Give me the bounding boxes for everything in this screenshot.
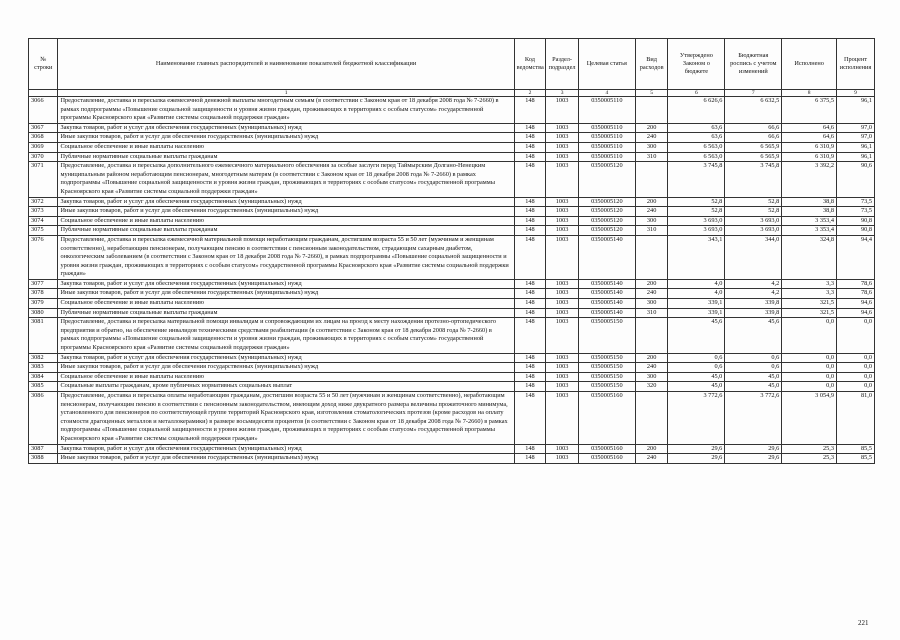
row-percent: 90,8 bbox=[837, 216, 875, 226]
row-expense-kind: 240 bbox=[635, 454, 668, 464]
row-dept-code: 148 bbox=[514, 235, 546, 279]
row-expense-kind: 200 bbox=[635, 353, 668, 363]
table-row bbox=[29, 142, 875, 152]
row-executed: 38,8 bbox=[782, 207, 837, 217]
row-number: 3079 bbox=[29, 299, 58, 309]
row-percent: 81,0 bbox=[837, 392, 875, 445]
row-number: 3072 bbox=[29, 197, 58, 207]
row-executed: 6 310,9 bbox=[782, 142, 837, 152]
row-number: 3078 bbox=[29, 289, 58, 299]
row-budget-list: 339,8 bbox=[725, 299, 782, 309]
row-dept-code: 148 bbox=[514, 289, 546, 299]
row-budget-list: 0,6 bbox=[725, 353, 782, 363]
row-name: Предоставление, доставка и пересылка ежемесячной материальной помощи неработающим гражданам, достигшим возраста 55 и 50 лет (мужчинам и женщинам соответственно), неработающим пенсионерам, получающим пенсию в соответствии с пенсионным законодательством, страдающим сахарным диабетом, онкологическим заболеванием (в соответствии с Законом края от 18 декабря 2008 года № 7-2660), в рамках подпрограммы «Повышение социальной защищенности и уровня жизни граждан, проживающих в территориях с особым статусом» государственной программы Красноярского края «Развитие системы социальной поддержки граждан» bbox=[58, 235, 514, 279]
row-budget-list: 3 745,8 bbox=[725, 162, 782, 197]
row-target-article: 0350005110 bbox=[578, 133, 635, 143]
row-name: Закупка товаров, работ и услуг для обеспечения государственных (муниципальных) нужд bbox=[58, 279, 514, 289]
row-name: Иные закупки товаров, работ и услуг для обеспечения государственных (муниципальных) нужд bbox=[58, 207, 514, 217]
row-expense-kind: 300 bbox=[635, 299, 668, 309]
row-section: 1003 bbox=[546, 142, 579, 152]
table-row bbox=[29, 123, 875, 133]
row-approved: 6 626,6 bbox=[668, 97, 725, 124]
row-target-article: 0350005110 bbox=[578, 142, 635, 152]
row-budget-list: 52,8 bbox=[725, 197, 782, 207]
row-section: 1003 bbox=[546, 123, 579, 133]
row-approved: 4,0 bbox=[668, 289, 725, 299]
row-target-article: 0350005150 bbox=[578, 318, 635, 353]
row-budget-list: 3 693,0 bbox=[725, 216, 782, 226]
row-name: Закупка товаров, работ и услуг для обеспечения государственных (муниципальных) нужд bbox=[58, 123, 514, 133]
row-approved: 63,6 bbox=[668, 133, 725, 143]
row-dept-code: 148 bbox=[514, 207, 546, 217]
row-target-article: 0350005140 bbox=[578, 235, 635, 279]
row-expense-kind: 200 bbox=[635, 197, 668, 207]
row-name: Социальное обеспечение и иные выплаты населению bbox=[58, 299, 514, 309]
row-budget-list: 52,8 bbox=[725, 207, 782, 217]
row-approved: 3 772,6 bbox=[668, 392, 725, 445]
column-number: 5 bbox=[635, 90, 668, 97]
row-expense-kind: 200 bbox=[635, 279, 668, 289]
row-approved: 29,6 bbox=[668, 444, 725, 454]
table-row bbox=[29, 299, 875, 309]
row-dept-code: 148 bbox=[514, 372, 546, 382]
row-target-article: 0350005150 bbox=[578, 372, 635, 382]
row-target-article: 0350005120 bbox=[578, 207, 635, 217]
row-expense-kind bbox=[635, 162, 668, 197]
row-executed: 3,3 bbox=[782, 279, 837, 289]
row-percent: 96,1 bbox=[837, 142, 875, 152]
row-expense-kind: 300 bbox=[635, 216, 668, 226]
table-row bbox=[29, 289, 875, 299]
table-row bbox=[29, 392, 875, 445]
row-expense-kind: 240 bbox=[635, 289, 668, 299]
row-percent: 0,0 bbox=[837, 318, 875, 353]
row-name: Предоставление, доставка и пересылка ежемесячной денежной выплаты многодетным семьям (в соответствии с Законом края от 18 декабря 2008 года № 7-2660) в рамках подпрограммы «Повышение социальной защищенности и уровня жизни граждан, проживающих в территориях с особым статусом» государственной программы Красноярского края «Развитие системы социальной поддержки граждан» bbox=[58, 97, 514, 124]
header-num: № строки bbox=[29, 39, 58, 90]
row-dept-code: 148 bbox=[514, 197, 546, 207]
row-target-article: 0350005150 bbox=[578, 363, 635, 373]
row-name: Закупка товаров, работ и услуг для обеспечения государственных (муниципальных) нужд bbox=[58, 353, 514, 363]
row-section: 1003 bbox=[546, 444, 579, 454]
row-expense-kind bbox=[635, 392, 668, 445]
row-expense-kind bbox=[635, 318, 668, 353]
column-number bbox=[29, 90, 58, 97]
row-expense-kind: 240 bbox=[635, 363, 668, 373]
table-row bbox=[29, 444, 875, 454]
row-executed: 3 054,9 bbox=[782, 392, 837, 445]
row-name: Закупка товаров, работ и услуг для обеспечения государственных (муниципальных) нужд bbox=[58, 444, 514, 454]
row-percent: 97,0 bbox=[837, 123, 875, 133]
row-number: 3085 bbox=[29, 382, 58, 392]
row-executed: 0,0 bbox=[782, 382, 837, 392]
row-number: 3080 bbox=[29, 308, 58, 318]
row-section: 1003 bbox=[546, 216, 579, 226]
row-name: Закупка товаров, работ и услуг для обеспечения государственных (муниципальных) нужд bbox=[58, 197, 514, 207]
row-approved: 52,8 bbox=[668, 207, 725, 217]
row-percent: 96,1 bbox=[837, 152, 875, 162]
row-percent: 0,0 bbox=[837, 382, 875, 392]
row-section: 1003 bbox=[546, 308, 579, 318]
row-dept-code: 148 bbox=[514, 152, 546, 162]
column-number: 6 bbox=[668, 90, 725, 97]
row-executed: 25,3 bbox=[782, 444, 837, 454]
column-number: 1 bbox=[58, 90, 514, 97]
row-percent: 0,0 bbox=[837, 353, 875, 363]
column-number: 2 bbox=[514, 90, 546, 97]
row-section: 1003 bbox=[546, 152, 579, 162]
row-executed: 64,6 bbox=[782, 133, 837, 143]
row-name: Социальное обеспечение и иные выплаты населению bbox=[58, 372, 514, 382]
row-budget-list: 45,0 bbox=[725, 382, 782, 392]
row-expense-kind bbox=[635, 235, 668, 279]
row-percent: 97,0 bbox=[837, 133, 875, 143]
row-dept-code: 148 bbox=[514, 162, 546, 197]
row-number: 3076 bbox=[29, 235, 58, 279]
row-section: 1003 bbox=[546, 353, 579, 363]
row-budget-list: 344,0 bbox=[725, 235, 782, 279]
row-executed: 3,3 bbox=[782, 289, 837, 299]
table-row bbox=[29, 207, 875, 217]
row-name: Иные закупки товаров, работ и услуг для обеспечения государственных (муниципальных) нужд bbox=[58, 363, 514, 373]
row-expense-kind: 310 bbox=[635, 152, 668, 162]
header-list: Бюджетная роспись с учетом изменений bbox=[725, 39, 782, 90]
row-name: Социальное обеспечение и иные выплаты населению bbox=[58, 142, 514, 152]
row-number: 3088 bbox=[29, 454, 58, 464]
row-approved: 0,6 bbox=[668, 363, 725, 373]
column-number: 3 bbox=[546, 90, 579, 97]
row-target-article: 0350005110 bbox=[578, 123, 635, 133]
row-target-article: 0350005150 bbox=[578, 353, 635, 363]
row-executed: 321,5 bbox=[782, 308, 837, 318]
row-dept-code: 148 bbox=[514, 308, 546, 318]
row-budget-list: 3 772,6 bbox=[725, 392, 782, 445]
row-section: 1003 bbox=[546, 133, 579, 143]
row-approved: 63,6 bbox=[668, 123, 725, 133]
row-approved: 4,0 bbox=[668, 279, 725, 289]
row-section: 1003 bbox=[546, 372, 579, 382]
row-percent: 90,8 bbox=[837, 226, 875, 236]
row-budget-list: 3 693,0 bbox=[725, 226, 782, 236]
row-number: 3081 bbox=[29, 318, 58, 353]
row-approved: 3 693,0 bbox=[668, 216, 725, 226]
table-row bbox=[29, 197, 875, 207]
row-executed: 0,0 bbox=[782, 363, 837, 373]
table-row bbox=[29, 235, 875, 279]
row-expense-kind: 300 bbox=[635, 142, 668, 152]
row-target-article: 0350005120 bbox=[578, 216, 635, 226]
row-percent: 96,1 bbox=[837, 97, 875, 124]
row-executed: 25,3 bbox=[782, 454, 837, 464]
row-number: 3066 bbox=[29, 97, 58, 124]
row-percent: 90,6 bbox=[837, 162, 875, 197]
row-number: 3067 bbox=[29, 123, 58, 133]
header-dept: Код ведомства bbox=[514, 39, 546, 90]
header-kind: Вид расходов bbox=[635, 39, 668, 90]
row-dept-code: 148 bbox=[514, 444, 546, 454]
row-approved: 343,1 bbox=[668, 235, 725, 279]
row-approved: 339,1 bbox=[668, 299, 725, 309]
row-number: 3084 bbox=[29, 372, 58, 382]
row-executed: 38,8 bbox=[782, 197, 837, 207]
row-number: 3082 bbox=[29, 353, 58, 363]
row-target-article: 0350005140 bbox=[578, 299, 635, 309]
row-target-article: 0350005140 bbox=[578, 279, 635, 289]
row-dept-code: 148 bbox=[514, 392, 546, 445]
row-approved: 45,6 bbox=[668, 318, 725, 353]
row-dept-code: 148 bbox=[514, 363, 546, 373]
row-budget-list: 66,6 bbox=[725, 133, 782, 143]
row-number: 3071 bbox=[29, 162, 58, 197]
row-percent: 85,5 bbox=[837, 454, 875, 464]
table-row bbox=[29, 318, 875, 353]
row-dept-code: 148 bbox=[514, 216, 546, 226]
row-dept-code: 148 bbox=[514, 133, 546, 143]
row-number: 3073 bbox=[29, 207, 58, 217]
column-number: 9 bbox=[837, 90, 875, 97]
table-row bbox=[29, 372, 875, 382]
row-percent: 94,6 bbox=[837, 299, 875, 309]
row-budget-list: 66,6 bbox=[725, 123, 782, 133]
row-approved: 0,6 bbox=[668, 353, 725, 363]
row-approved: 6 563,0 bbox=[668, 152, 725, 162]
row-expense-kind: 200 bbox=[635, 444, 668, 454]
row-percent: 0,0 bbox=[837, 363, 875, 373]
row-name: Публичные нормативные социальные выплаты гражданам bbox=[58, 308, 514, 318]
row-expense-kind bbox=[635, 97, 668, 124]
row-dept-code: 148 bbox=[514, 142, 546, 152]
row-executed: 0,0 bbox=[782, 372, 837, 382]
header-row bbox=[29, 39, 875, 90]
table-row bbox=[29, 162, 875, 197]
table-body bbox=[29, 97, 875, 464]
table-row bbox=[29, 216, 875, 226]
row-section: 1003 bbox=[546, 197, 579, 207]
row-section: 1003 bbox=[546, 392, 579, 445]
row-name: Иные закупки товаров, работ и услуг для обеспечения государственных (муниципальных) нужд bbox=[58, 133, 514, 143]
row-expense-kind: 200 bbox=[635, 123, 668, 133]
row-approved: 339,1 bbox=[668, 308, 725, 318]
column-number-row bbox=[29, 90, 875, 97]
row-number: 3087 bbox=[29, 444, 58, 454]
row-percent: 94,4 bbox=[837, 235, 875, 279]
table-row bbox=[29, 308, 875, 318]
row-name: Публичные нормативные социальные выплаты гражданам bbox=[58, 152, 514, 162]
column-number: 8 bbox=[782, 90, 837, 97]
row-approved: 29,6 bbox=[668, 454, 725, 464]
row-name: Предоставление, доставка и пересылка оплаты неработающим гражданам, достигшим возраста 55 и 50 лет (мужчинам и женщинам соответственно), неработающим пенсионерам, получающим пенсию в соответствии с пенсионным законодательством, имеющим доход ниже двукратного размера величины прожиточного минимума, установленного для пенсионеров по соответствующей группе территорий Красноярского края, изготовления стоматологических протезов (кроме расходов на оплату стоимости драгоценных металлов и металлокерамики) в размере восьмидесяти процентов (в соответствии с Законом края от 18 декабря 2008 года № 7-2660) в рамках подпрограммы «Повышение социальной защищенности и уровня жизни граждан, проживающих в территориях с особым статусом» государственной программы Красноярского края «Развитие системы социальной поддержки граждан» bbox=[58, 392, 514, 445]
row-number: 3086 bbox=[29, 392, 58, 445]
table-row bbox=[29, 353, 875, 363]
row-dept-code: 148 bbox=[514, 353, 546, 363]
row-target-article: 0350005150 bbox=[578, 382, 635, 392]
row-section: 1003 bbox=[546, 382, 579, 392]
row-section: 1003 bbox=[546, 454, 579, 464]
row-executed: 64,6 bbox=[782, 123, 837, 133]
row-executed: 324,8 bbox=[782, 235, 837, 279]
row-target-article: 0350005120 bbox=[578, 226, 635, 236]
row-dept-code: 148 bbox=[514, 97, 546, 124]
header-approved: Утверждено Законом о бюджете bbox=[668, 39, 725, 90]
row-executed: 3 353,4 bbox=[782, 226, 837, 236]
row-expense-kind: 320 bbox=[635, 382, 668, 392]
row-number: 3070 bbox=[29, 152, 58, 162]
table-row bbox=[29, 454, 875, 464]
table-row bbox=[29, 363, 875, 373]
row-name: Иные закупки товаров, работ и услуг для обеспечения государственных (муниципальных) нужд bbox=[58, 289, 514, 299]
row-section: 1003 bbox=[546, 162, 579, 197]
row-percent: 85,5 bbox=[837, 444, 875, 454]
page-number: 221 bbox=[858, 619, 869, 627]
row-dept-code: 148 bbox=[514, 279, 546, 289]
table-row bbox=[29, 382, 875, 392]
row-percent: 78,6 bbox=[837, 279, 875, 289]
column-number: 7 bbox=[725, 90, 782, 97]
row-target-article: 0350005160 bbox=[578, 392, 635, 445]
row-number: 3077 bbox=[29, 279, 58, 289]
row-dept-code: 148 bbox=[514, 382, 546, 392]
row-number: 3075 bbox=[29, 226, 58, 236]
row-target-article: 0350005120 bbox=[578, 162, 635, 197]
row-budget-list: 6 632,5 bbox=[725, 97, 782, 124]
row-expense-kind: 240 bbox=[635, 207, 668, 217]
row-target-article: 0350005160 bbox=[578, 444, 635, 454]
row-target-article: 0350005120 bbox=[578, 197, 635, 207]
row-approved: 52,8 bbox=[668, 197, 725, 207]
row-approved: 45,0 bbox=[668, 382, 725, 392]
row-target-article: 0350005160 bbox=[578, 454, 635, 464]
row-executed: 0,0 bbox=[782, 353, 837, 363]
row-percent: 94,6 bbox=[837, 308, 875, 318]
row-expense-kind: 310 bbox=[635, 226, 668, 236]
row-executed: 3 353,4 bbox=[782, 216, 837, 226]
table-row bbox=[29, 133, 875, 143]
row-dept-code: 148 bbox=[514, 299, 546, 309]
row-percent: 0,0 bbox=[837, 372, 875, 382]
row-budget-list: 29,6 bbox=[725, 454, 782, 464]
row-budget-list: 6 565,9 bbox=[725, 152, 782, 162]
row-dept-code: 148 bbox=[514, 454, 546, 464]
row-budget-list: 29,6 bbox=[725, 444, 782, 454]
row-executed: 6 310,9 bbox=[782, 152, 837, 162]
row-section: 1003 bbox=[546, 318, 579, 353]
row-section: 1003 bbox=[546, 363, 579, 373]
row-name: Социальное обеспечение и иные выплаты населению bbox=[58, 216, 514, 226]
row-approved: 3 693,0 bbox=[668, 226, 725, 236]
row-name: Иные закупки товаров, работ и услуг для обеспечения государственных (муниципальных) нужд bbox=[58, 454, 514, 464]
row-executed: 6 375,5 bbox=[782, 97, 837, 124]
header-section: Раздел-подраздел bbox=[546, 39, 579, 90]
row-name: Предоставление, доставка и пересылка дополнительного ежемесячного материального обеспечения за особые заслуги перед Таймырским Долгано-Ненецким муниципальным районом неработающим пенсионерам, многодетным матерям (в соответствии с Законом края от 18 декабря 2008 года № 7-2660) в рамках подпрограммы «Повышение социальной защищенности и уровня жизни граждан, проживающих в территориях с особым статусом» государственной программы Красноярского края «Развитие системы социальной поддержки граждан» bbox=[58, 162, 514, 197]
row-target-article: 0350005140 bbox=[578, 289, 635, 299]
header-name: Наименование главных распорядителей и наименование показателей бюджетной классификации bbox=[58, 39, 514, 90]
row-dept-code: 148 bbox=[514, 318, 546, 353]
row-executed: 321,5 bbox=[782, 299, 837, 309]
row-section: 1003 bbox=[546, 207, 579, 217]
row-name: Социальные выплаты гражданам, кроме публичных нормативных социальных выплат bbox=[58, 382, 514, 392]
row-approved: 3 745,8 bbox=[668, 162, 725, 197]
row-expense-kind: 310 bbox=[635, 308, 668, 318]
row-section: 1003 bbox=[546, 289, 579, 299]
row-number: 3068 bbox=[29, 133, 58, 143]
row-expense-kind: 240 bbox=[635, 133, 668, 143]
row-percent: 73,5 bbox=[837, 207, 875, 217]
column-number: 4 bbox=[578, 90, 635, 97]
row-budget-list: 0,6 bbox=[725, 363, 782, 373]
table-row bbox=[29, 152, 875, 162]
row-section: 1003 bbox=[546, 226, 579, 236]
row-target-article: 0350005140 bbox=[578, 308, 635, 318]
row-budget-list: 45,6 bbox=[725, 318, 782, 353]
header-target: Целевая статья bbox=[578, 39, 635, 90]
budget-table bbox=[28, 38, 875, 464]
row-percent: 73,5 bbox=[837, 197, 875, 207]
row-name: Публичные нормативные социальные выплаты гражданам bbox=[58, 226, 514, 236]
row-dept-code: 148 bbox=[514, 123, 546, 133]
row-section: 1003 bbox=[546, 299, 579, 309]
table-row bbox=[29, 279, 875, 289]
row-budget-list: 4,2 bbox=[725, 289, 782, 299]
row-name: Предоставление, доставка и пересылка материальной помощи инвалидам и сопровождающим их лицам на проезд к месту нахождения протезно-ортопедического предприятия и обратно, на обеспечение инвалидов техническими средствами реабилитации (в соответствии с Законом края от 18 декабря 2008 года № 7-2660) в рамках подпрограммы «Повышение социальной защищенности и уровня жизни граждан, проживающих в территориях с особым статусом» государственной программы Красноярского края «Развитие системы социальной поддержки граждан» bbox=[58, 318, 514, 353]
row-executed: 3 392,2 bbox=[782, 162, 837, 197]
row-number: 3083 bbox=[29, 363, 58, 373]
row-approved: 6 563,0 bbox=[668, 142, 725, 152]
row-approved: 45,0 bbox=[668, 372, 725, 382]
row-budget-list: 339,8 bbox=[725, 308, 782, 318]
row-target-article: 0350005110 bbox=[578, 97, 635, 124]
row-number: 3074 bbox=[29, 216, 58, 226]
row-budget-list: 4,2 bbox=[725, 279, 782, 289]
header-executed: Исполнено bbox=[782, 39, 837, 90]
table-row bbox=[29, 97, 875, 124]
row-budget-list: 6 565,9 bbox=[725, 142, 782, 152]
row-executed: 0,0 bbox=[782, 318, 837, 353]
row-section: 1003 bbox=[546, 235, 579, 279]
table-row bbox=[29, 226, 875, 236]
row-section: 1003 bbox=[546, 97, 579, 124]
row-percent: 78,6 bbox=[837, 289, 875, 299]
row-section: 1003 bbox=[546, 279, 579, 289]
row-number: 3069 bbox=[29, 142, 58, 152]
row-expense-kind: 300 bbox=[635, 372, 668, 382]
row-budget-list: 45,0 bbox=[725, 372, 782, 382]
row-dept-code: 148 bbox=[514, 226, 546, 236]
header-percent: Процент исполнения bbox=[837, 39, 875, 90]
row-target-article: 0350005110 bbox=[578, 152, 635, 162]
